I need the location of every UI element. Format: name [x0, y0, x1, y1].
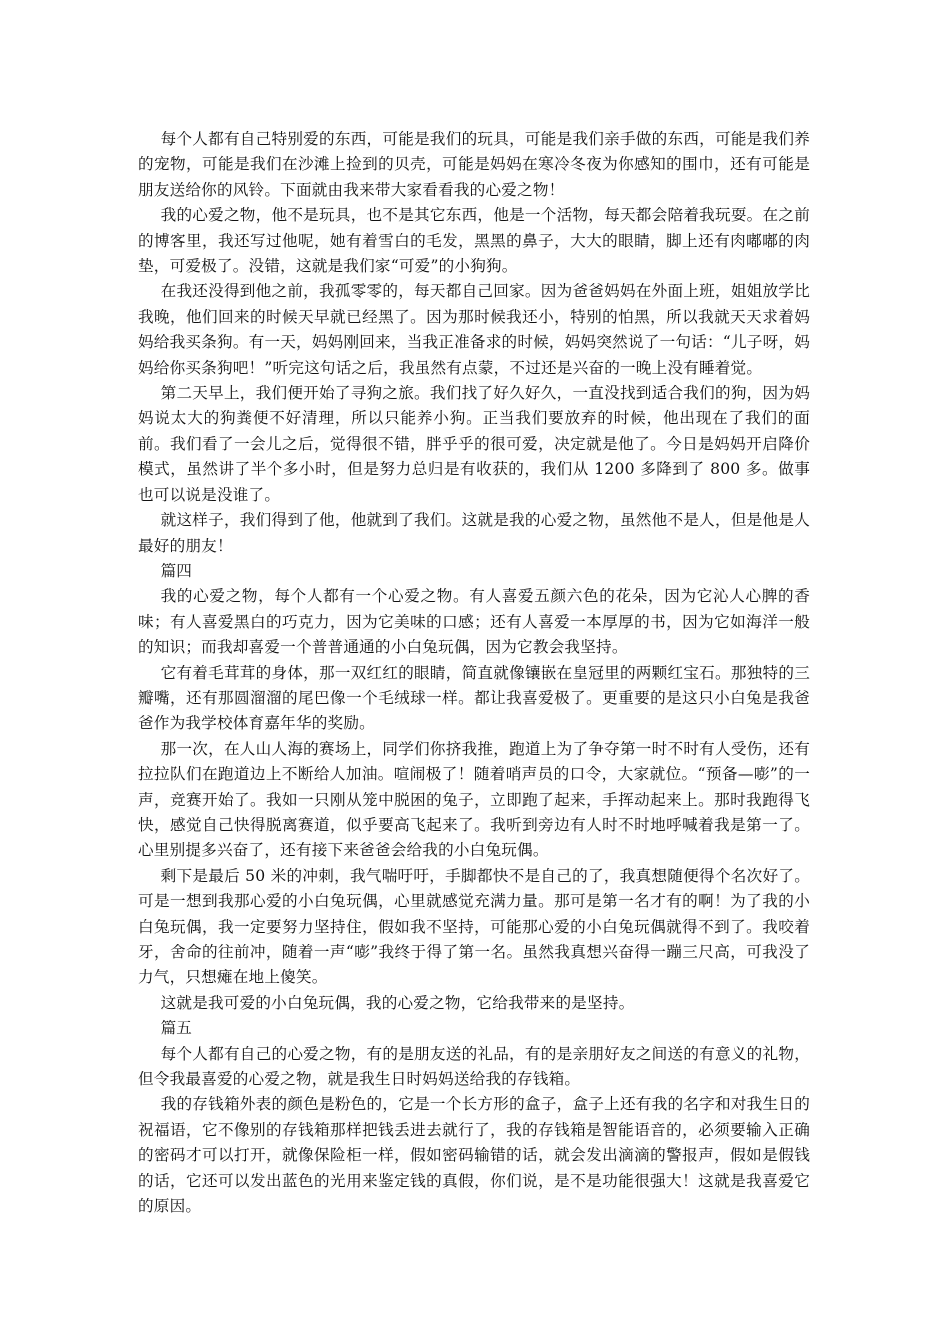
paragraph: 每个人都有自己的心爱之物，有的是朋友送的礼品，有的是亲朋好友之间送的有意义的礼物，但令我最喜爱的心爱之物，就是我生日时妈妈送给我的存钱箱。	[138, 1044, 810, 1089]
paragraph: 那一次，在人山人海的赛场上，同学们你挤我推，跑道上为了争夺第一时不时有人受伤，还有拉拉队们在跑道边上不断给人加油。喧闹极了！随着哨声员的口令，大家就位。“预备—嘭”的一声，竞赛开始了。我如一只刚从笼中脱困的兔子，立即跑了起来，手挥动起来上。那时我跑得飞快，感觉自己快得脱离赛道，似乎要高飞起来了。我听到旁边有人时不时地呼喊着我是第一了。心里别提多兴奋了，还有接下来爸爸会给我的小白兔玩偶。	[138, 739, 810, 860]
paragraph: 第二天早上，我们便开始了寻狗之旅。我们找了好久好久，一直没找到适合我们的狗，因为妈妈说太大的狗粪便不好清理，所以只能养小狗。正当我们要放弃的时候，他出现在了我们的面前。我们看了一会儿之后，觉得很不错，胖乎乎的很可爱，决定就是他了。今日是妈妈开启降价模式，虽然讲了半个多小时，但是努力总归是有收获的，我们从 1200 多降到了 800 多。做事也可以说是没谁了。	[138, 384, 810, 504]
section-heading: 篇四	[160, 561, 192, 580]
paragraph: 我的心爱之物，他不是玩具，也不是其它东西，他是一个活物，每天都会陪着我玩耍。在之前的博客里，我还写过他呢，她有着雪白的毛发，黑黑的鼻子，大大的眼睛，脚上还有肉嘟嘟的肉垫，可爱极了。没错，这就是我们家“可爱”的小狗狗。	[138, 206, 810, 276]
paragraph: 就这样子，我们得到了他，他就到了我们。这就是我的心爱之物，虽然他不是人，但是他是人最好的朋友！	[138, 511, 810, 555]
paragraph: 我的存钱箱外表的颜色是粉色的，它是一个长方形的盒子，盒子上还有我的名字和对我生日的祝福语，它不像别的存钱箱那样把钱丢进去就行了，我的存钱箱是智能语音的，必须要输入正确的密码才可以打开，就像保险柜一样，假如密码输错的话，就会发出滴滴的警报声，假如是假钱的话，它还可以发出蓝色的光用来鉴定钱的真假，你们说，是不是功能很强大！这就是我喜爱它的原因。	[138, 1095, 810, 1216]
section-heading: 篇五	[160, 1019, 192, 1038]
paragraph: 剩下是最后 50 米的冲刺，我气喘吁吁，手脚都快不是自己的了，我真想随便得个名次好了。可是一想到我那心爱的小白兔玩偶，心里就感觉充满力量。那可是第一名才有的啊！为了我的小白兔玩偶，我一定要努力坚持住，假如我不坚持，可能那心爱的小白兔玩偶就得不到了。我咬着牙，舍命的往前冲，随着一声“嘭”我终于得了第一名。虽然我真想兴奋得一蹦三尺高，可我没了力气，只想瘫在地上傻笑。	[138, 866, 810, 987]
paragraph: 这就是我可爱的小白兔玩偶，我的心爱之物，它给我带来的是坚持。	[160, 993, 635, 1012]
paragraph: 在我还没得到他之前，我孤零零的，每天都自己回家。因为爸爸妈妈在外面上班，姐姐放学比我晚，他们回来的时候天早就已经黑了。因为那时候我还小，特别的怕黑，所以我就天天求着妈妈给我买条狗。有一天，妈妈刚回来，当我正准备求的时候，妈妈突然说了一句话：“儿子呀，妈妈给你买条狗吧！”听完这句话之后，我虽然有点蒙，不过还是兴奋的一晚上没有睡着觉。	[138, 282, 810, 377]
paragraph: 它有着毛茸茸的身体，那一双红红的眼睛，简直就像镶嵌在皇冠里的两颗红宝石。那独特的三瓣嘴，还有那圆溜溜的尾巴像一个毛绒球一样。都让我喜爱极了。更重要的是这只小白兔是我爸爸作为我学校体育嘉年华的奖励。	[138, 663, 810, 733]
paragraph: 我的心爱之物，每个人都有一个心爱之物。有人喜爱五颜六色的花朵，因为它沁人心脾的香味；有人喜爱黑白的巧克力，因为它美味的口感；还有人喜爱一本厚厚的书，因为它如海洋一般的知识；而我却喜爱一个普普通通的小白兔玩偶，因为它教会我坚持。	[138, 587, 810, 657]
paragraph: 每个人都有自己特别爱的东西，可能是我们的玩具，可能是我们亲手做的东西，可能是我们养的宠物，可能是我们在沙滩上捡到的贝壳，可能是妈妈在寒冷冬夜为你感知的围巾，还有可能是朋友送给你的风铃。下面就由我来带大家看看我的心爱之物！	[138, 130, 810, 199]
